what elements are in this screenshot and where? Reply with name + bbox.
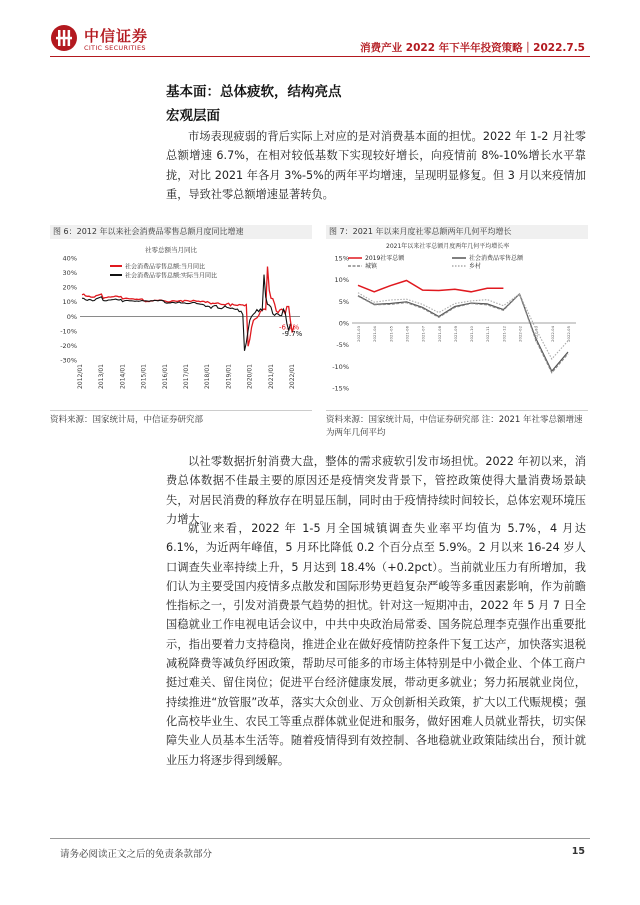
footer-disclaimer: 请务必阅读正文之后的免责条款部分 (60, 849, 213, 860)
report-title: 消费产业 2022 年下半年投资策略｜2022.7.5 (360, 42, 585, 54)
chart1-ytick: 0% (66, 312, 77, 321)
page-number: 15 (571, 846, 585, 857)
citic-logo-icon (50, 24, 78, 52)
chart1-xtick: 2020/01 (246, 364, 254, 389)
figure7-divider (326, 410, 588, 411)
chart2-xtick: 2021-07 (420, 326, 426, 342)
figure7-source: 资料来源：国家统计局，中信证券研究部 注：2021 年社零总额增速为两年几何平均 (326, 415, 583, 438)
chart2-xtick: 2021-09 (452, 326, 458, 342)
figure6-chart (50, 240, 312, 408)
chart1-legend-label: 社会消费品零售总额:当月同比 (125, 263, 206, 271)
section-heading: 基本面：总体疲软，结构亮点 (166, 84, 342, 100)
chart2-xtick: 2022-02 (517, 326, 523, 342)
chart1-title: 社零总额当月同比 (145, 246, 197, 254)
paragraph-2: 以社零数据折射消费大盘，整体的需求疲软引发市场担忧。2022 年初以来，消费总体数据不佳最主要的原因还是疫情突发背景下，管控政策使得大量消费场景缺失，对居民消费的释放存在明显压制，同时由于疫情持续时间较长，总体宏观环境压力增大。 (166, 455, 586, 526)
chart2-xtick: 2021-06 (404, 326, 410, 342)
chart2-xtick: 2021-11 (485, 326, 491, 342)
chart2-ytick: -5% (336, 341, 349, 350)
chart1-ytick: -30% (60, 356, 77, 365)
section-subheading: 宏观层面 (166, 108, 220, 124)
page-header (0, 0, 640, 60)
chart1-xtick: 2018/01 (204, 364, 212, 389)
chart2-title: 2021年以来社零总额月度两年几何平均增长率 (386, 243, 510, 250)
chart2-legend-label: 2019社零总额 (365, 255, 405, 263)
brand-name-en: CITIC SECURITIES (84, 44, 146, 52)
figure6-title: 图 6：2012 年以来社会消费品零售总额月度同比增速 (50, 225, 312, 239)
chart2-xtick: 2021-10 (469, 326, 475, 342)
chart1-xtick: 2021/01 (267, 364, 275, 389)
chart2-xtick: 2021-03 (356, 326, 361, 342)
chart2-legend-label: 城镇 (365, 263, 378, 271)
chart2-series-line (358, 281, 503, 292)
chart1-xtick: 2019/01 (225, 364, 233, 389)
chart2-xtick: 2022-03 (533, 326, 539, 342)
chart2-ytick: 15% (334, 254, 349, 263)
figure6-divider (50, 410, 312, 411)
chart2-ytick: -10% (332, 362, 349, 371)
chart1-ytick: 30% (62, 269, 77, 278)
chart1-legend-label: 社会消费品零售总额:实际当月同比 (125, 272, 218, 280)
figure7-chart (326, 240, 588, 408)
chart1-xtick: 2022/01 (289, 364, 296, 389)
footer-divider (50, 838, 590, 839)
paragraph-3: 就业来看，2022 年 1-5 月全国城镇调查失业率平均值为 5.7%，4 月达 6.1%，为近两年峰值，5 月环比降低 0.2 个百分点至 5.9%。2 月以来 16-24 岁人口调查失业率持续上升，5 月达到 18.4%（+0.2pct）。当前就业压力有所增加，我们认为主要受国内疫情多点散发和国际形势更趋复杂严峻等多重因素影响，作为前瞻性指标之一，引发对消费景气趋势的担忧。针对这一短期冲击，2022 年 5 月 7 日全国稳就业工作电视电话会议中，中共中央政治局常委、国务院总理李克强作出重要批示，指出要着力支持稳岗，推进企业在做好疫情防控条件下复工达产，加快落实退税减税降费等减负纾困政策，帮助尽可能多的市场主体特别是中小微企业、个体工商户挺过难关、留住岗位；促进平台经济健康发展，带动更多就业；努力拓展就业岗位，持续推进“放管服”改革，落实大众创业、万众创新相关政策，扩大以工代赈规模；强化高校毕业生、农民工等重点群体就业促进和服务，做好困难人员就业帮扶，切实保障失业人员基本生活等。随着疫情得到有效控制、各地稳就业政策陆续出台，预计就业压力将逐步得到缓解。 (166, 522, 586, 767)
chart1-ytick: -20% (60, 341, 77, 350)
figure7-title: 图 7：2021 年以来月度社零总额两年几何平均增长 (326, 225, 588, 239)
chart2-xtick: 2022-04 (549, 326, 555, 342)
chart1-xtick: 2016/01 (161, 364, 169, 389)
chart2-xtick: 2021-04 (372, 326, 378, 342)
chart2-xtick: 2021-05 (388, 326, 394, 342)
chart1-annotation: -9.7% (282, 329, 303, 338)
chart2-ytick: 10% (334, 276, 349, 285)
chart2-legend-label: 乡村 (469, 263, 482, 271)
paragraph-1: 市场表现疲弱的背后实际上对应的是对消费基本面的担忧。2022 年 1-2 月社零总额增速 6.7%，在相对较低基数下实现较好增长，向疫情前 8%-10%增长水平靠拢，对比 2021 年各月 3%-5%的两年平均增速，呈现明显修复。但 3 月以来疫情加重，导致社零总额增速显著转负。 (166, 130, 586, 201)
chart1-xtick: 2013/01 (98, 364, 106, 389)
chart2-ytick: 0% (338, 319, 349, 328)
chart1-xtick: 2015/01 (140, 364, 148, 389)
chart2-ytick: -15% (332, 384, 349, 393)
chart2-xtick: 2021-12 (501, 326, 507, 342)
chart2-series-line (358, 293, 568, 359)
chart1-xtick: 2014/01 (119, 364, 127, 389)
brand-name-cn: 中信证券 (84, 27, 149, 45)
chart2-ytick: 5% (338, 297, 349, 306)
chart1-annotation: -6.7% (279, 323, 300, 332)
chart1-ytick: -10% (60, 327, 77, 336)
chart2-xtick: 2022-05 (566, 326, 571, 342)
chart1-xtick: 2017/01 (183, 364, 190, 389)
figure6-source: 资料来源：国家统计局，中信证券研究部 (50, 415, 204, 425)
chart1-ytick: 20% (62, 283, 77, 292)
header-divider (50, 56, 590, 57)
chart1-ytick: 40% (62, 254, 77, 263)
chart2-legend-label: 社会消费品零售总额 (469, 255, 524, 263)
chart2-xtick: 2021-08 (436, 326, 442, 342)
chart1-xtick: 2012/01 (77, 364, 84, 389)
chart1-ytick: 10% (62, 298, 77, 307)
